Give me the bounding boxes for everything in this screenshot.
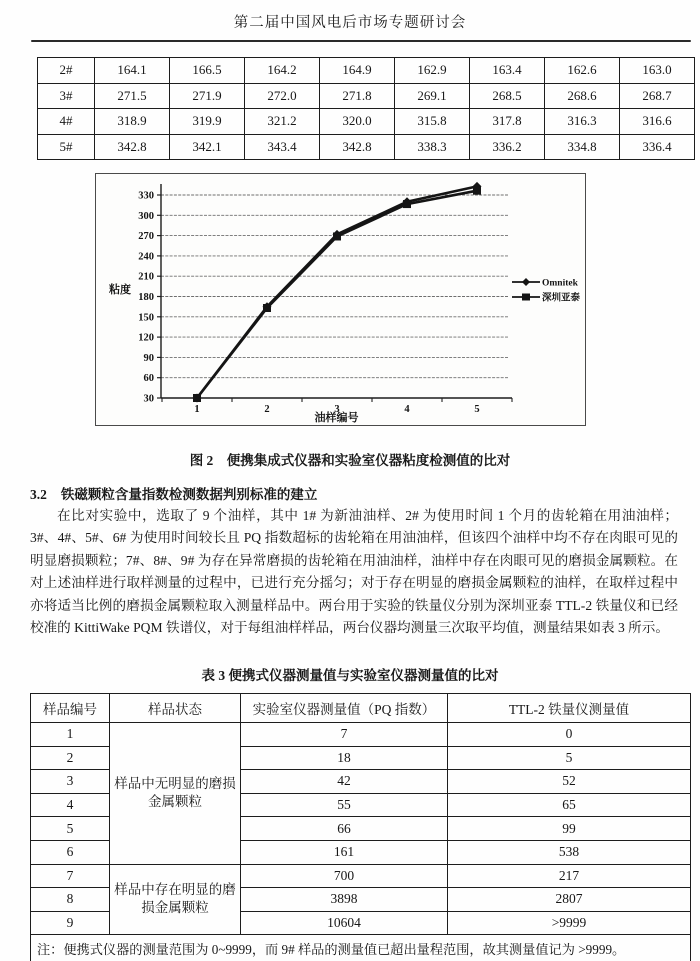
sample-id-cell: 9 (31, 911, 110, 935)
square-marker (263, 304, 271, 312)
x-tick-label: 2 (264, 404, 270, 415)
pq-value-cell: 700 (241, 864, 448, 888)
table-note-row (31, 935, 691, 961)
value-cell: 338.3 (395, 134, 470, 160)
value-cell: 343.4 (245, 134, 320, 160)
ttl2-value-cell: 52 (448, 770, 691, 794)
value-cell: 269.1 (395, 83, 470, 109)
value-cell: 342.1 (170, 134, 245, 160)
y-tick-label: 330 (138, 190, 154, 202)
table-row (38, 109, 695, 135)
legend-label: 深圳亚泰 (542, 293, 581, 304)
sample-id-cell: 4 (31, 793, 110, 817)
column-header: TTL-2 铁量仪测量值 (448, 694, 691, 723)
sample-label-cell: 4# (38, 109, 95, 135)
column-header: 实验室仪器测量值（PQ 指数） (241, 694, 448, 723)
series-line-0 (197, 186, 477, 398)
value-cell: 316.3 (545, 109, 620, 135)
value-cell: 317.8 (470, 109, 545, 135)
y-tick-label: 150 (138, 312, 154, 324)
pq-value-cell: 161 (241, 840, 448, 864)
value-cell: 162.6 (545, 58, 620, 84)
value-cell: 268.6 (545, 83, 620, 109)
sample-label-cell: 2# (38, 58, 95, 84)
value-cell: 164.9 (320, 58, 395, 84)
pq-value-cell: 42 (241, 770, 448, 794)
y-tick-label: 30 (143, 393, 154, 405)
value-cell: 320.0 (320, 109, 395, 135)
legend-label: Omnitek (542, 278, 578, 289)
ttl2-value-cell: 99 (448, 817, 691, 841)
value-cell: 334.8 (545, 134, 620, 160)
y-tick-label: 120 (138, 332, 154, 344)
y-tick-label: 60 (143, 373, 154, 385)
value-cell: 315.8 (395, 109, 470, 135)
table-row (38, 134, 695, 160)
value-cell: 321.2 (245, 109, 320, 135)
sample-id-cell: 2 (31, 746, 110, 770)
sample-id-cell: 3 (31, 770, 110, 794)
value-cell: 272.0 (245, 83, 320, 109)
sample-id-cell: 1 (31, 723, 110, 747)
table-header-row (31, 694, 691, 723)
value-cell: 162.9 (395, 58, 470, 84)
column-header: 样品状态 (110, 694, 241, 723)
y-tick-label: 240 (138, 251, 154, 263)
table-3-comparison (30, 693, 691, 961)
square-marker (403, 200, 411, 208)
ttl2-value-cell: 2807 (448, 888, 691, 912)
table-row (31, 723, 691, 747)
ttl2-value-cell: 0 (448, 723, 691, 747)
x-tick-label: 1 (194, 404, 200, 415)
pq-value-cell: 66 (241, 817, 448, 841)
ttl2-value-cell: 538 (448, 840, 691, 864)
x-axis-title: 油样编号 (314, 412, 359, 424)
value-cell: 268.7 (620, 83, 695, 109)
sample-state-cell: 样品中存在明显的磨损金属颗粒 (110, 864, 241, 935)
figure-2-line-chart (95, 173, 586, 426)
viscosity-measurements-table (37, 57, 695, 160)
table-3-caption: 表 3 便携式仪器测量值与实验室仪器测量值的比对 (201, 668, 499, 683)
pq-value-cell: 10604 (241, 911, 448, 935)
column-header: 样品编号 (31, 694, 110, 723)
viscosity-comparison-chart (96, 174, 585, 425)
y-tick-label: 270 (138, 231, 154, 243)
value-cell: 319.9 (170, 109, 245, 135)
sample-id-cell: 8 (31, 888, 110, 912)
value-cell: 271.5 (95, 83, 170, 109)
series-line-1 (197, 191, 477, 398)
x-tick-label: 5 (474, 404, 480, 415)
value-cell: 163.4 (470, 58, 545, 84)
value-cell: 268.5 (470, 83, 545, 109)
value-cell: 163.0 (620, 58, 695, 84)
ttl2-value-cell: 65 (448, 793, 691, 817)
header-rule (31, 40, 691, 42)
y-tick-label: 300 (138, 210, 154, 222)
table-row (38, 83, 695, 109)
x-tick-label: 4 (404, 404, 410, 415)
value-cell: 316.6 (620, 109, 695, 135)
y-tick-label: 90 (143, 352, 154, 364)
value-cell: 166.5 (170, 58, 245, 84)
sample-label-cell: 3# (38, 83, 95, 109)
sample-id-cell: 6 (31, 840, 110, 864)
pq-value-cell: 7 (241, 723, 448, 747)
value-cell: 336.2 (470, 134, 545, 160)
section-title: 铁磁颗粒含量指数检测数据判别标准的建立 (60, 487, 318, 502)
ttl2-value-cell: 5 (448, 746, 691, 770)
table-row (38, 58, 695, 84)
ttl2-value-cell: >9999 (448, 911, 691, 935)
value-cell: 342.8 (320, 134, 395, 160)
ttl2-value-cell: 217 (448, 864, 691, 888)
figure-2-caption: 图 2 便携集成式仪器和实验室仪器粘度检测值的比对 (189, 453, 511, 468)
sample-id-cell: 7 (31, 864, 110, 888)
value-cell: 271.9 (170, 83, 245, 109)
square-marker (333, 232, 341, 240)
section-3-2-heading (30, 483, 675, 503)
page-header-title: 第二届中国风电后市场专题研讨会 (233, 15, 467, 31)
y-tick-label: 210 (138, 271, 154, 283)
value-cell: 342.8 (95, 134, 170, 160)
square-marker (193, 394, 201, 402)
sample-state-cell: 样品中无明显的磨损金属颗粒 (110, 723, 241, 865)
square-marker (473, 187, 481, 195)
table-note: 注：便携式仪器的测量范围为 0~9999，而 9# 样品的测量值已超出量程范围，故其测量值记为 >9999。 (31, 935, 691, 961)
pq-value-cell: 55 (241, 793, 448, 817)
y-axis-title: 粘度 (109, 284, 131, 296)
value-cell: 271.8 (320, 83, 395, 109)
legend-square-marker (522, 294, 530, 301)
table-row (31, 864, 691, 888)
pq-value-cell: 3898 (241, 888, 448, 912)
y-tick-label: 180 (138, 292, 154, 303)
value-cell: 336.4 (620, 134, 695, 160)
section-number: 3.2 (30, 487, 47, 502)
sample-id-cell: 5 (31, 817, 110, 841)
sample-label-cell: 5# (38, 134, 95, 160)
section-3-2-paragraph: 在比对实验中，选取了 9 个油样，其中 1# 为新油油样、2# 为使用时间 1 个月的齿轮箱在用油油样；3#、4#、5#、6# 为使用时间较长且 PQ 指数超标的齿轮箱在用油油样，但该四个油样中均不存在肉眼可见的明显磨损颗粒；7#、8#、9# 为存在异常磨损的齿轮箱在用油油样，油样中存在肉眼可见的磨损金属颗粒。在对上述油样进行取样测量的过程中，已进行充分摇匀；对于存在明显的磨损金属颗粒的油样，在取样过程中亦将适当比例的磨损金属颗粒取入测量样品中。两台用于实验的铁量仪分别为深圳亚泰 TTL-2 铁量仪和已经校准的 KittiWake PQM 铁谱仪，对于每组油样样品，两台仪器均测量三次取平均值，测量结果如表 3 所示。 (30, 508, 678, 636)
value-cell: 164.1 (95, 58, 170, 84)
pq-value-cell: 18 (241, 746, 448, 770)
legend-diamond-marker (522, 278, 530, 286)
value-cell: 318.9 (95, 109, 170, 135)
value-cell: 164.2 (245, 58, 320, 84)
x-tick-label: 3 (334, 404, 340, 415)
